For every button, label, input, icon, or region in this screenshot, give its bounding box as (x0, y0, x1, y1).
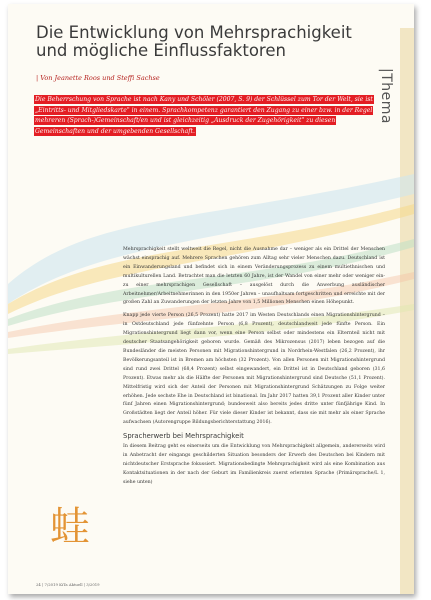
article-authors: | Von Jeanette Roos und Steffi Sachse (36, 74, 160, 82)
body-paragraph: Knapp jede vierte Person (26,5 Prozent) hatte 2017 im Westen Deutschlands einen Migrationshintergrund – in Ostdeutschland jede fünfzehnte Person (6,8 Prozent), deutschlandweit jede fünfte Person. Ein Migrationshintergrund liegt dann vor, wenn eine Person selbst oder mindestens ein Elternteil nicht mit deutscher Staatsangehörigkeit geboren wurde. Gemäß des Mikrozensus (2017) leben bezogen auf die Bundesländer die meisten Personen mit Migrationshintergrund in Nordrhein-Westfalen (26,2 Prozent), ihr Bevölkerungsanteil ist in Bremen am höchsten (32 Prozent). Von allen Personen mit Migrationshintergrund sind rund zwei Drittel (68,4 Prozent) selbst eingewandert, ein Drittel ist in Deutschland geboren (31,6 Prozent). Etwas mehr als die Hälfte der Personen mit Migrationshintergrund sind Deutsche (51,1 Prozent). Mittelfristig wird sich der Anteil der Personen mit Migrationshintergrund Schätzungen zu Folge weiter erhöhen. Jede sechste Ehe in Deutschland ist binational. Im Jahr 2017 hatten 39,1 Prozent aller Kinder unter fünf Jahren einen Migrationshintergrund; bundesweit also bereits jedes dritte unter fünfjährige Kind. In Großstädten liegt der Anteil höher. Für viele dieser Kinder ist bekannt, dass sie mit mehr als einer Sprache aufwachsen (Autorengruppe Bildungsberichterstattung 2016). (123, 313, 385, 426)
magazine-page (8, 4, 414, 594)
intro-highlight: Die Beherrschung von Sprache ist nach Kany und Schöler (2007, S. 9) der Schlüssel zum Tor der Welt, sie ist „Eintritts- und Mitgliedskarte" in einem. Sprachkompetenz garantiert den Zugang zu einer bzw. in der Regel mehreren (Sprach-)Gemeinschaft/en und ist gleichzeitig „Ausdruck der Zugehörigkeit" zu diesen Gemeinschaften und der umgebenden Gesellschaft. (35, 96, 373, 135)
intro-paragraph (34, 95, 386, 137)
article-body (123, 246, 385, 492)
decorative-character: 蛙 (50, 504, 90, 550)
section-label: |Thema (378, 68, 394, 124)
section-subheading: Spracherwerb bei Mehrsprachigkeit (123, 432, 244, 441)
body-paragraph: In diesem Beitrag geht es einerseits um die Entwicklung von Mehrsprachigkeit allgemein, andererseits wird in Anbetracht der eingangs geschilderten Situation besonders der Erwerb des Deutschen bei Kindern mit nichtdeutscher Erstsprache fokussiert. Migrationsbedingte Mehrsprachigkeit wird als eine Kombination aus Kontaktsituationen in der nach der Geburt im Familienkreis zuerst erlernten Sprache (Primärsprache/L 1, siehe unten) (123, 444, 385, 485)
article-title: Die Entwicklung von Mehrsprachigkeit und mögliche Einflussfaktoren (36, 23, 352, 60)
page-footer: 24 | 7/2019 KiTa Aktuell | 3/2019 (36, 582, 100, 587)
body-paragraph: Mehrsprachigkeit stellt weltweit die Regel, nicht die Ausnahme dar – weniger als ein Drittel der Menschen wächst einsprachig auf. Mehrere Sprachen gehören zum Alltag sehr vieler Menschen dazu. Deutschland ist ein Einwanderungsland und befindet sich in einem Veränderungsprozess zu einem multiethnischen und multikulturellen Land. Betrachtet man die letzten 60 Jahre, ist der Wandel von einer mehr oder weniger ein- zu einer mehrsprachigen Gesellschaft – ausgelöst durch die Anwerbung ausländischer Arbeitnehmer/Arbeitnehmerinnen in den 1950er Jahren – unaufhaltsam fortgeschritten und erreichte mit der großen Zahl an Zuwanderungen der letzten Jahre von 1,5 Millionen Menschen einen Höhepunkt. (123, 247, 385, 306)
